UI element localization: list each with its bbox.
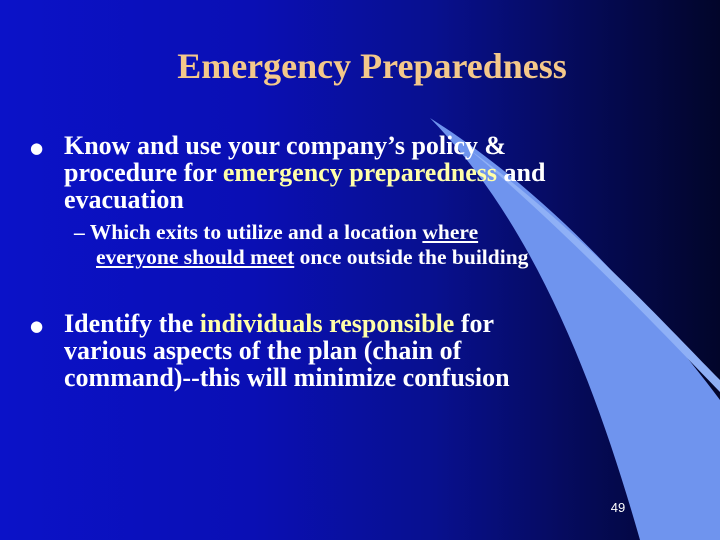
bullet-2-line-2: various aspects of the plan (chain of bbox=[64, 336, 462, 365]
disc-bullet-icon: ● bbox=[30, 317, 44, 335]
page-number: 49 bbox=[610, 500, 626, 515]
subpoint-line-2: everyone should meet once outside the building bbox=[96, 245, 529, 269]
bullet-1-text bbox=[64, 132, 704, 213]
subpoint-line-1: – Which exits to utilize and a location where bbox=[74, 220, 479, 244]
slide-title: Emergency Preparedness bbox=[177, 46, 567, 86]
bullet-1-line-1: Know and use your company’s policy & bbox=[64, 131, 507, 160]
bullet-1-line-3: evacuation bbox=[64, 185, 184, 214]
disc-bullet-icon: ● bbox=[30, 139, 44, 157]
underline-everyone-should-meet: everyone should meet bbox=[96, 245, 295, 269]
bullet-1-line-2: procedure for emergency preparedness and bbox=[64, 158, 546, 187]
bullet-1-subpoint bbox=[74, 220, 694, 270]
highlight-emergency-preparedness: emergency preparedness bbox=[222, 158, 498, 187]
highlight-individuals-responsible: individuals responsible bbox=[199, 309, 455, 338]
bullet-2-text bbox=[64, 310, 704, 391]
bullet-2-line-3: command)--this will minimize confusion bbox=[64, 363, 510, 392]
underline-where: where bbox=[422, 220, 479, 244]
bullet-2-line-1: Identify the individuals responsible for bbox=[64, 309, 495, 338]
